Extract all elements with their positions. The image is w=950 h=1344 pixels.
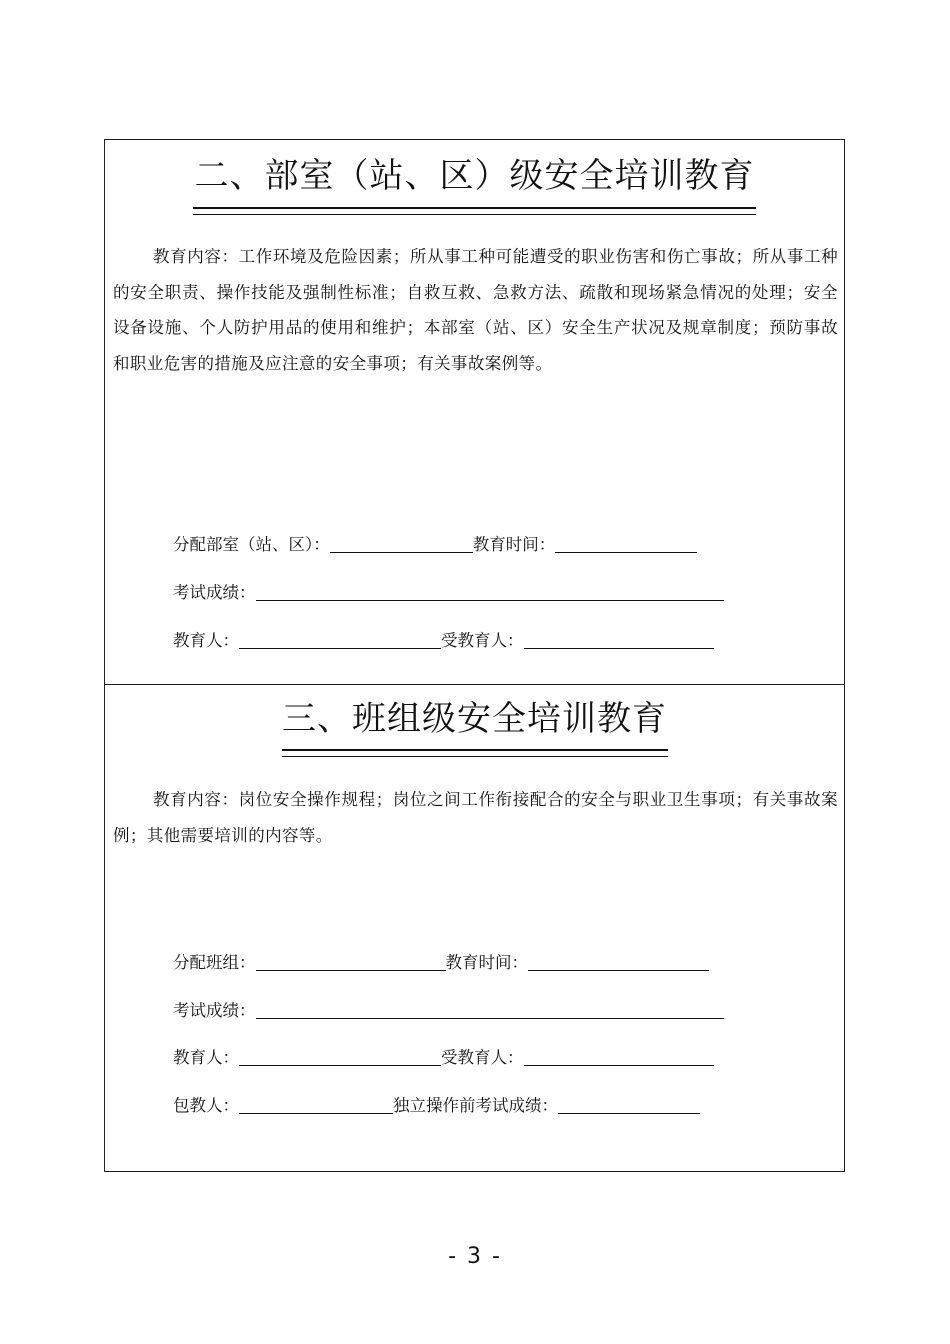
- dept-exam-score-blank[interactable]: [256, 582, 724, 601]
- team-trainee-blank[interactable]: [524, 1047, 714, 1066]
- assigned-dept-blank[interactable]: [330, 534, 473, 553]
- team-title-double-rule: [282, 749, 668, 757]
- dept-assign-row: [173, 533, 697, 557]
- team-educator-label: 教育人：: [173, 1048, 239, 1067]
- assigned-team-blank[interactable]: [256, 952, 446, 971]
- team-educator-blank[interactable]: [239, 1047, 441, 1066]
- mentor-blank[interactable]: [239, 1095, 393, 1114]
- pre-independent-exam-label: 独立操作前考试成绩：: [393, 1096, 558, 1115]
- page-number: - 3 -: [448, 1244, 502, 1269]
- dept-title-wrap: [105, 154, 844, 198]
- team-education-content: 教育内容：岗位安全操作规程；岗位之间工作衔接配合的安全与职业卫生事项；有关事故案例；其他需要培训的内容等。: [113, 790, 838, 845]
- dept-level-section: [105, 140, 844, 685]
- team-mentor-row: [173, 1094, 700, 1118]
- assigned-team-label: 分配班组：: [173, 953, 256, 972]
- training-record-frame: [104, 139, 845, 1172]
- dept-trainee-label: 受教育人：: [441, 631, 524, 650]
- dept-educator-label: 教育人：: [173, 631, 239, 650]
- dept-title-double-rule: [193, 207, 756, 215]
- dept-section-title: 二、部室（站、区）级安全培训教育: [194, 156, 755, 196]
- dept-trainee-blank[interactable]: [524, 630, 714, 649]
- dept-people-row: [173, 629, 714, 653]
- team-title-wrap: [105, 697, 844, 741]
- team-assign-row: [173, 951, 709, 975]
- team-edu-time-label: 教育时间：: [445, 953, 528, 972]
- team-edu-time-blank[interactable]: [528, 952, 709, 971]
- team-section-title: 三、班组级安全培训教育: [282, 699, 667, 739]
- team-exam-score-label: 考试成绩：: [173, 1001, 256, 1020]
- team-people-row: [173, 1046, 714, 1070]
- dept-educator-blank[interactable]: [239, 630, 441, 649]
- pre-independent-exam-blank[interactable]: [558, 1095, 700, 1114]
- mentor-label: 包教人：: [173, 1096, 239, 1115]
- dept-edu-time-label: 教育时间：: [472, 535, 556, 554]
- team-trainee-label: 受教育人：: [441, 1048, 524, 1067]
- team-exam-score-blank[interactable]: [256, 1000, 724, 1019]
- dept-education-content: 教育内容：工作环境及危险因素；所从事工种可能遭受的职业伤害和伤亡事故；所从事工种的安全职责、操作技能及强制性标准；自救互救、急救方法、疏散和现场紧急情况的处理；安全设备设施、个人防护用品的使用和维护；本部室（站、区）安全生产状况及规章制度；预防事故和职业危害的措施及应注意的安全事项；有关事故案例等。: [113, 247, 838, 373]
- dept-edu-time-blank[interactable]: [555, 534, 697, 553]
- team-level-section: [105, 685, 844, 1171]
- team-score-row: [173, 999, 724, 1023]
- assigned-dept-label: 分配部室（站、区）：: [173, 535, 330, 554]
- dept-score-row: [173, 581, 724, 605]
- dept-exam-score-label: 考试成绩：: [173, 583, 256, 602]
